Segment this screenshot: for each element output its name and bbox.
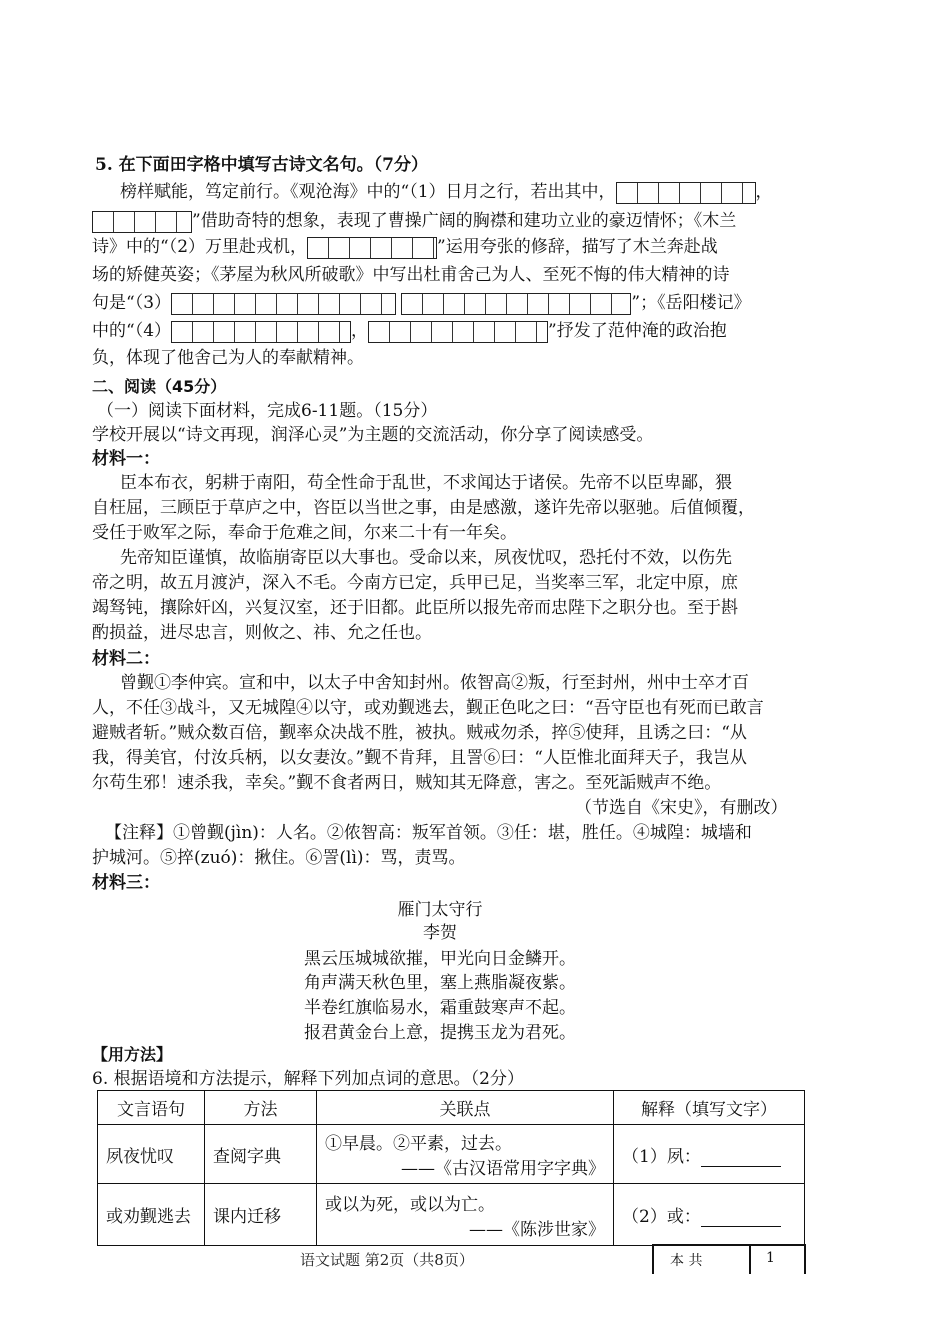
table-header: 文言语句 <box>98 1091 205 1125</box>
material1-line: 帝之明，故五月渡泸，深入不毛。今南方已定，兵甲已足，当奖率三军，北定中原，庶 <box>92 573 738 593</box>
table-header: 解释（填写文字） <box>614 1091 805 1125</box>
poem-line: 黑云压城城欲摧，甲光向日金鳞开。 <box>304 949 576 969</box>
link-text: ①早晨。②平素，过去。 <box>325 1134 512 1154</box>
material2-label: 材料二： <box>92 649 160 669</box>
poem-line: 半卷红旗临易水，霜重鼓寒声不起。 <box>304 998 576 1018</box>
answer-blank-1[interactable] <box>701 1152 781 1167</box>
link-source: ——《古汉语常用字字典》 <box>401 1159 605 1179</box>
footer-box-right: 1 <box>766 1250 775 1266</box>
material1-label: 材料一： <box>92 449 160 469</box>
table-cell-sentence: 或劝觐逃去 <box>98 1184 205 1246</box>
table-cell-method: 课内迁移 <box>205 1184 317 1246</box>
material2-note1: 【注释】①曾觐(jìn)：人名。②侬智高：叛军首领。③任：堪，胜任。④城隍：城墙和 <box>105 823 752 843</box>
answer-grid-2[interactable] <box>307 237 437 259</box>
q5-line2 <box>92 210 736 233</box>
table-header: 方法 <box>205 1091 317 1125</box>
q5-line5-rest: ”；《岳阳楼记》 <box>631 293 751 313</box>
q6-table <box>97 1090 805 1246</box>
table-row <box>98 1125 805 1184</box>
answer-grid-4b[interactable] <box>368 321 548 343</box>
material2-note2: 护城河。⑤捽(zuó)：揪住。⑥詈(lì)：骂，责骂。 <box>92 848 466 868</box>
material1-line: 自枉屈，三顾臣于草庐之中，咨臣以当世之事，由是感激，遂许先帝以驱驰。后值倾覆， <box>92 498 755 518</box>
material2-line: 避贼者斩。”贼众数百倍，觐率众决战不胜，被执。贼戒勿杀，捽⑤使拜，且诱之曰：“从 <box>92 723 747 743</box>
table-row <box>98 1184 805 1246</box>
answer-grid-3a[interactable] <box>171 293 396 315</box>
table-cell-answer <box>614 1125 805 1184</box>
answer-label: （2）或： <box>622 1207 701 1227</box>
material2-line: 尔苟生邪！速杀我，幸矣。”觐不食者两日，贼知其无降意，害之。至死詬贼声不绝。 <box>92 773 722 793</box>
q5-line5-text: 句是“（3） <box>92 293 172 313</box>
table-cell-answer <box>614 1184 805 1246</box>
q5-title: 5. 在下面田字格中填写古诗文名句。（7分） <box>95 155 428 175</box>
section2-part1: （一）阅读下面材料，完成6-11题。（15分） <box>97 401 438 421</box>
material2-line: 人，不任③战斗，又无城隍④以守，或劝觐逃去，觐正色叱之曰：“吾守臣也有死而已敢言 <box>92 698 764 718</box>
q5-line6 <box>92 320 727 343</box>
material2-source: （节选自《宋史》，有删改） <box>575 798 788 818</box>
material1-line: 受任于败军之际，奉命于危难之间，尔来二十有一年矣。 <box>92 523 517 543</box>
q5-line2-text: ”借助奇特的想象，表现了曹操广阔的胸襟和建功立业的豪迈情怀；《木兰 <box>192 211 737 231</box>
table-header: 关联点 <box>317 1091 614 1125</box>
answer-grid-3b[interactable] <box>401 293 631 315</box>
section2-intro: 学校开展以“诗文再现，润泽心灵”为主题的交流活动，你分享了阅读感受。 <box>92 425 654 445</box>
material1-line: 臣本布衣，躬耕于南阳，苟全性命于乱世，不求闻达于诸侯。先帝不以臣卑鄙，猥 <box>120 473 732 493</box>
q5-line6-comma: ， <box>351 321 369 341</box>
poem-line: 角声满天秋色里，塞上燕脂凝夜紫。 <box>304 973 576 993</box>
q5-line6-text: 中的“（4） <box>92 321 172 341</box>
table-header-row <box>98 1091 805 1125</box>
table-cell-method: 查阅字典 <box>205 1125 317 1184</box>
answer-blank-2[interactable] <box>701 1212 781 1227</box>
q5-line5 <box>92 292 751 315</box>
q5-line3-text: 诗》中的“（2）万里赴戎机， <box>92 237 308 257</box>
table-cell-link <box>317 1184 614 1246</box>
q5-line4: 场的矫健英姿；《茅屋为秋风所破歌》中写出杜甫舍己为人、至死不悔的伟大精神的诗 <box>92 265 730 285</box>
link-text: 或以为死，或以为亡。 <box>325 1194 495 1215</box>
q5-line3-rest: ”运用夸张的修辞，描写了木兰奔赴战 <box>437 237 718 257</box>
q5-line7: 负，体现了他舍己为人的奉献精神。 <box>92 348 364 368</box>
poem-line: 报君黄金台上意，提携玉龙为君死。 <box>304 1023 576 1043</box>
material2-line: 曾觐①李仲宾。宣和中，以太子中舍知封州。侬智高②叛，行至封州，州中士卒才百 <box>120 673 749 693</box>
footer-score-box <box>652 1244 806 1274</box>
answer-grid-1a[interactable] <box>616 182 756 204</box>
table-cell-link <box>317 1125 614 1184</box>
footer-box-left: 本 共 <box>670 1253 703 1269</box>
q5-line3 <box>92 236 718 259</box>
answer-grid-4a[interactable] <box>171 321 351 343</box>
material1-line: 先帝知臣谨慎，故临崩寄臣以大事也。受命以来，夙夜忧叹，恐托付不效，以伤先 <box>120 548 732 568</box>
poem-author: 李贺 <box>423 923 457 943</box>
table-cell-sentence: 夙夜忧叹 <box>98 1125 205 1184</box>
q5-line1 <box>120 181 773 204</box>
material1-line: 酌损益，进尽忠言，则攸之、祎、允之任也。 <box>92 623 432 643</box>
q5-line1-text: 榜样赋能，笃定前行。《观沧海》中的“（1）日月之行，若出其中， <box>120 182 616 202</box>
material3-label: 材料三： <box>92 873 160 893</box>
answer-grid-1b[interactable] <box>92 211 192 233</box>
q6-title: 6. 根据语境和方法提示，解释下列加点词的意思。（2分） <box>92 1069 524 1089</box>
material1-line: 竭驽钝，攘除奸凶，兴复汉室，还于旧都。此臣所以报先帝而忠陛下之职分也。至于斟 <box>92 598 738 618</box>
link-source: ——《陈涉世家》 <box>469 1219 605 1240</box>
q5-line1-comma: ， <box>755 182 773 202</box>
poem-title: 雁门太守行 <box>397 900 483 920</box>
page-footer: 语文试题 第2页（共8页） <box>300 1251 474 1269</box>
q5-line6-rest: ”抒发了范仲淹的政治抱 <box>548 321 727 341</box>
method-section-label: 【用方法】 <box>92 1045 173 1064</box>
section2-title: 二、阅读（45分） <box>92 377 227 396</box>
material2-line: 我，得美官，付汝兵柄，以女妻汝。”觐不肯拜，且詈⑥曰：“人臣惟北面拜天子，我岂从 <box>92 748 747 768</box>
answer-label: （1）夙： <box>622 1146 701 1167</box>
